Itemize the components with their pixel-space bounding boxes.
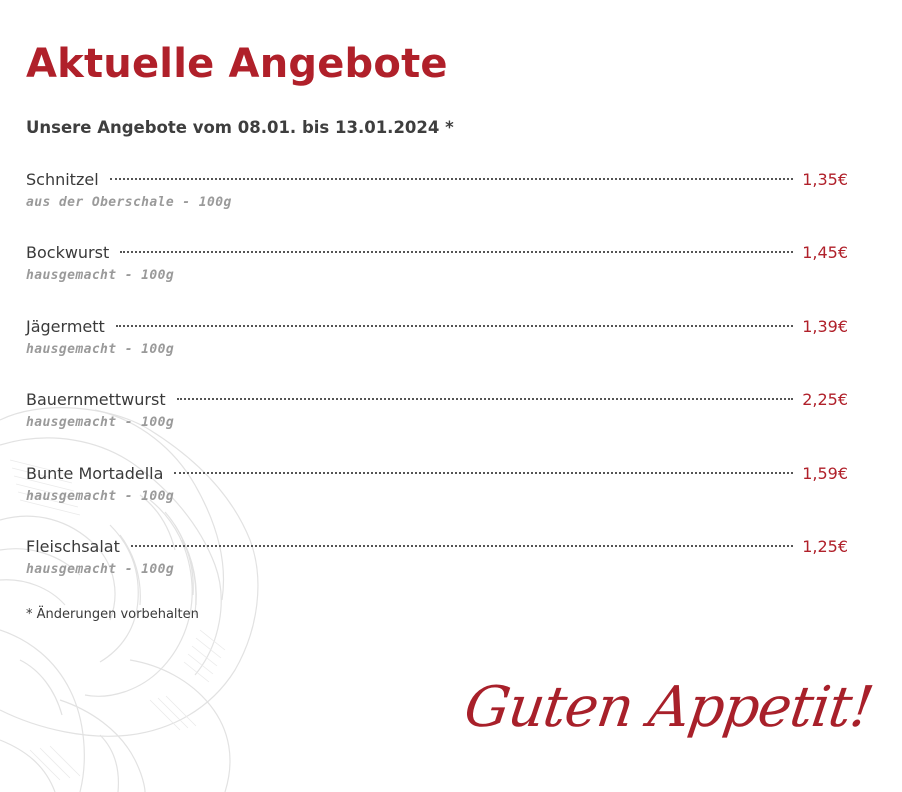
offer-list xyxy=(26,168,848,608)
item-description: hausgemacht - 100g xyxy=(26,415,175,431)
item-name: Fleischsalat xyxy=(26,536,120,556)
item-price: 1,45€ xyxy=(802,243,848,263)
page-title: Aktuelle Angebote xyxy=(26,41,448,87)
list-item xyxy=(26,462,848,535)
dotted-leader xyxy=(131,545,793,547)
item-description: hausgemacht - 100g xyxy=(26,488,175,504)
dotted-leader xyxy=(116,325,793,327)
list-item xyxy=(26,241,848,314)
footnote: * Änderungen vorbehalten xyxy=(26,607,199,622)
item-name: Schnitzel xyxy=(26,170,99,189)
list-item xyxy=(26,168,848,241)
dotted-leader xyxy=(174,472,793,474)
item-name: Bunte Mortadella xyxy=(26,463,164,483)
list-item xyxy=(26,315,848,388)
dotted-leader xyxy=(110,178,794,180)
item-price: 1,59€ xyxy=(802,463,848,483)
dotted-leader xyxy=(120,251,793,253)
item-description: aus der Oberschale - 100g xyxy=(26,195,232,210)
item-price: 2,25€ xyxy=(802,390,848,410)
dotted-leader xyxy=(177,398,794,400)
item-description: hausgemacht - 100g xyxy=(26,341,175,357)
closing-greeting: Guten Appetit! xyxy=(460,675,877,740)
item-name: Bockwurst xyxy=(26,243,110,263)
item-price: 1,25€ xyxy=(802,536,848,556)
list-item xyxy=(26,388,848,461)
item-description: hausgemacht - 100g xyxy=(26,268,175,284)
item-price: 1,35€ xyxy=(802,170,848,189)
item-name: Bauernmettwurst xyxy=(26,390,166,410)
item-name: Jägermett xyxy=(26,316,105,336)
item-description: hausgemacht - 100g xyxy=(26,561,175,577)
item-price: 1,39€ xyxy=(802,316,848,336)
list-item xyxy=(26,535,848,608)
offer-period: Unsere Angebote vom 08.01. bis 13.01.2024 * xyxy=(26,118,454,137)
